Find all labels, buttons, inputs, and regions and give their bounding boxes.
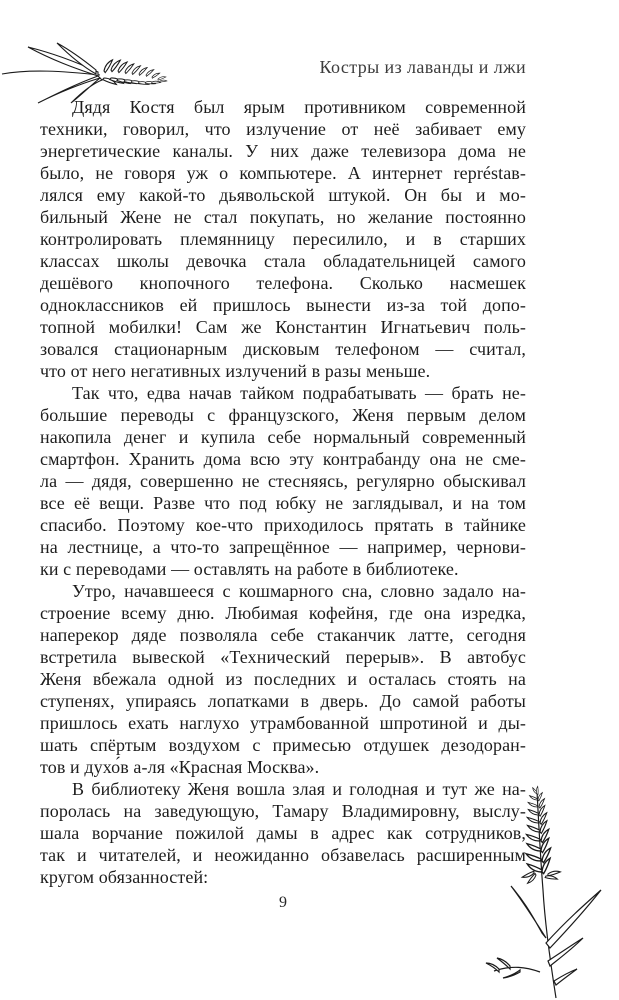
text-line: тов и духо́в а-ля «Красная Москва». [40,757,320,777]
text-line: классах школы девочка стала обладательницей самого [40,251,526,271]
running-title: Костры из лаванды и лжи [319,57,526,77]
text-line: большие переводы с французского, Женя первым делом [40,405,526,425]
text-line: Женя вбежала одной из последних и осталась стоять на [40,669,526,689]
text-line: кругом обязанностей: [40,867,209,887]
text-line: лялся ему какой-то дьявольской штукой. Он бы и мо- [40,185,526,205]
text-line: одноклассников ей пришлось вынести из-за той допо- [40,295,526,315]
paragraph [40,96,526,382]
text-line: контролировать племянницу пересилило, и в старших [40,229,526,249]
text-line: накопила денег и купила себе нормальный современный [40,427,526,447]
text-line: спасибо. Поэтому кое-что приходилось прятать в тайнике [40,515,526,535]
text-line: Утро, начавшееся с кошмарного сна, словно задало на- [72,581,526,601]
text-line: наперекор дяде позволяла себе стаканчик латте, сегодня [40,625,526,645]
text-line: В библиотеку Женя вошла злая и голодная и тут же на- [72,779,526,799]
text-line: шать спёртым воздухом с примесью отдушек дезодоран- [40,735,526,755]
paragraph [40,382,526,580]
text-line: Дядя Костя был ярым противником современной [72,97,526,117]
text-line: встретила вывеской «Технический перерыв». В автобус [40,647,526,667]
lavender-sprig-vertical-icon [484,775,619,1000]
text-line: Так что, едва начав тайком подрабатывать — брать не- [72,383,526,403]
text-line: поролась на заведующую, Тамару Владимировну, выслу- [40,801,526,821]
text-line: ступенях, упираясь лопатками в дверь. До самой работы [40,691,526,711]
text-line: так и читателей, и неожиданно обзавелась расширенным [40,845,526,865]
text-line: шала ворчание пожилой дамы в адрес как сотрудников, [40,823,526,843]
text-line: энергетические каналы. У них даже телевизора дома не [40,141,526,161]
paragraph [40,580,526,778]
text-line: дешёвого кнопочного телефона. Сколько насмешек [40,273,526,293]
text-line: строение всему дню. Любимая кофейня, где она изредка, [40,603,526,623]
text-line: техники, говорил, что излучение от неё забивает ему [40,119,526,139]
paragraph [40,778,526,888]
text-line: пришлось ехать наглухо утрамбованной шпротиной и ды- [40,713,526,733]
page-number: 9 [279,894,287,911]
text-line: топной мобилки! Сам же Константин Игнатьевич поль- [40,317,526,337]
text-line: было, не говоря уж о компьютере. А интернет représtав- [40,163,526,183]
text-line: ки с переводами — оставлять на работе в библиотеке. [40,559,459,579]
text-line: все её вещи. Разве что под юбку не заглядывал, и на том [40,493,526,513]
text-line: смартфон. Хранить дома всю эту контрабанду она не сме- [40,449,526,469]
text-line: что от него негативных излучений в разы меньше. [40,361,431,381]
text-line: ла — дядя, совершенно не стесняясь, регулярно обыскивал [40,471,526,491]
text-line: бильный Жене не стал покупать, но желание постоянно [40,207,526,227]
text-line: на лестнице, а что-то запрещённое — например, чернови- [40,537,526,557]
text-line: зовался стационарным дисковым телефоном — считал, [40,339,526,359]
text-block [40,96,526,888]
